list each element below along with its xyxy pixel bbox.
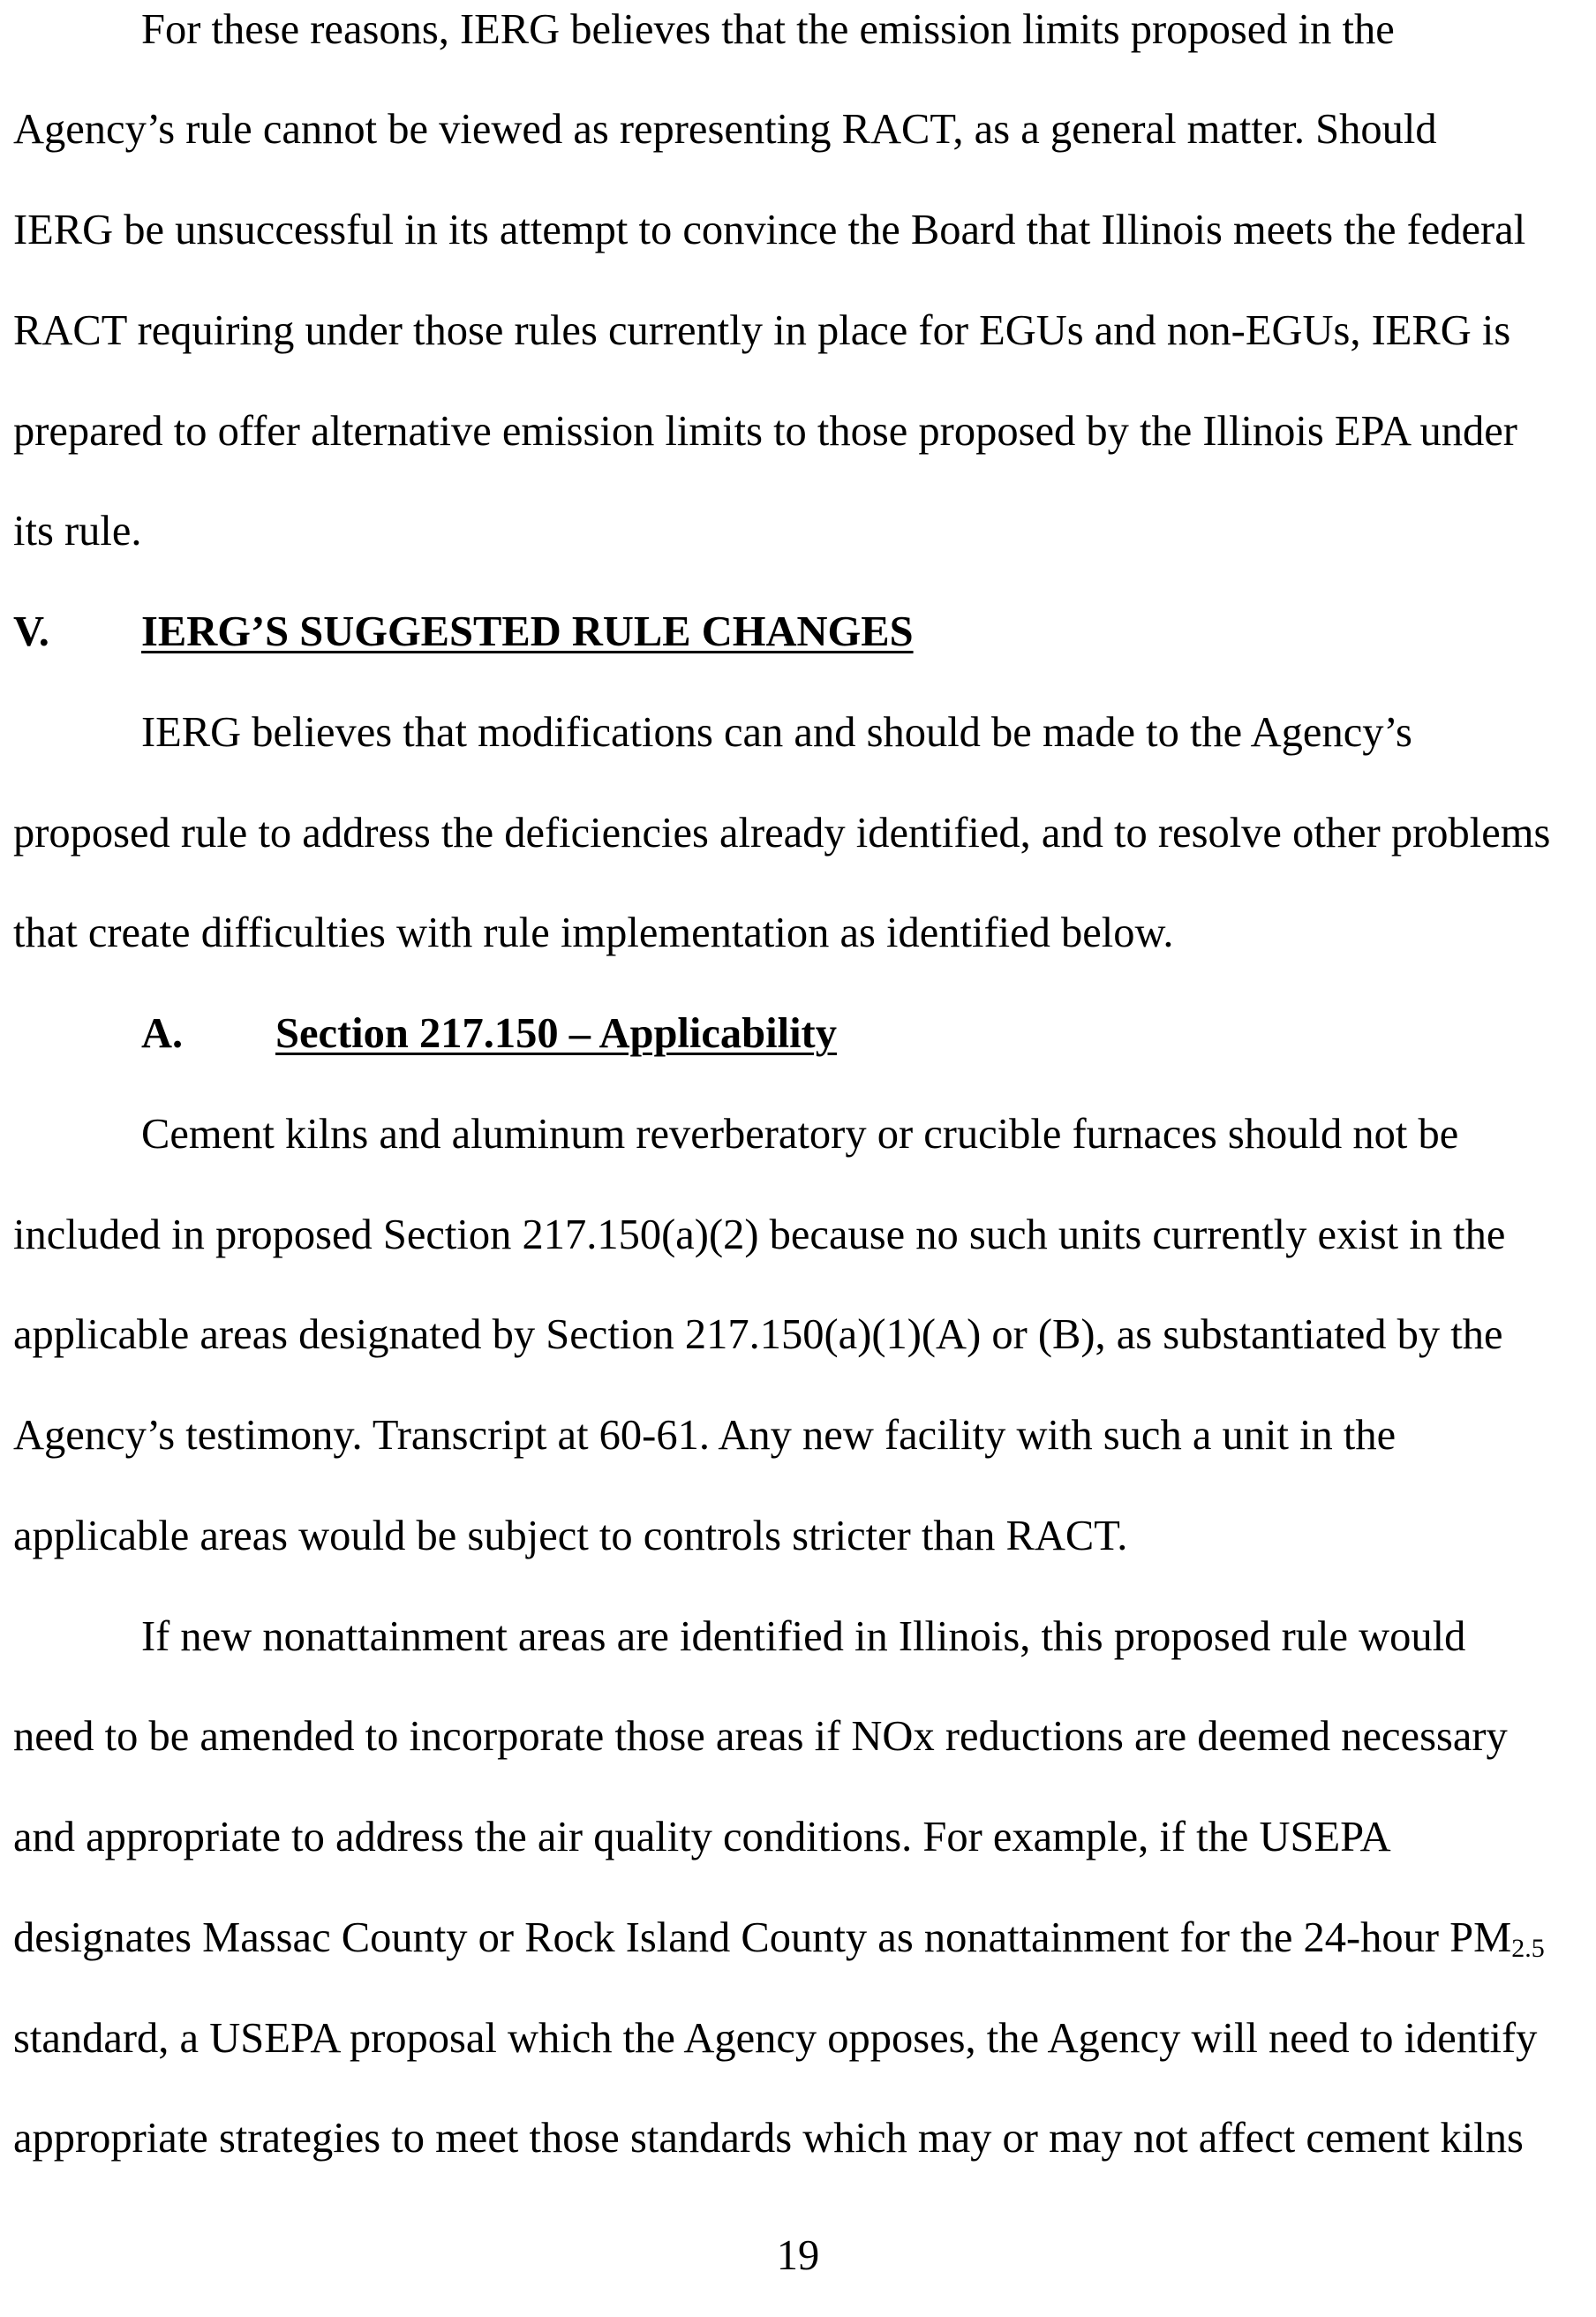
para4-line-3: and appropriate to address the air quality conditions. For example, if the USEPA [13,1814,1391,1860]
para4-line-4 [13,1912,1545,1965]
page-number: 19 [776,2232,820,2279]
para2-line-2: proposed rule to address the deficiencies already identified, and to resolve other problems [13,810,1551,857]
para1-line-6: its rule. [13,508,142,555]
para2-line-1: IERG believes that modifications can and should be made to the Agency’s [141,709,1412,756]
section-a-number: A. [141,1010,184,1057]
section-a-title: Section 217.150 – Applicability [275,1010,837,1057]
section-v-number: V. [13,608,49,655]
para1-line-2: Agency’s rule cannot be viewed as representing RACT, as a general matter. Should [13,106,1437,153]
para1-line-5: prepared to offer alternative emission limits to those proposed by the Illinois EPA under [13,408,1517,455]
pm-subscript: 2.5 [1511,1934,1545,1963]
para4-line-5: standard, a USEPA proposal which the Agency opposes, the Agency will need to identify [13,2015,1538,2062]
para1-line-3: IERG be unsuccessful in its attempt to convince the Board that Illinois meets the federal [13,207,1526,253]
para3-line-4: Agency’s testimony. Transcript at 60-61. Any new facility with such a unit in the [13,1412,1396,1459]
section-v-heading [13,606,914,659]
section-v-title: IERG’S SUGGESTED RULE CHANGES [141,608,914,655]
para4-line-2: need to be amended to incorporate those areas if NOx reductions are deemed necessary [13,1713,1508,1760]
para1-line-1: For these reasons, IERG believes that the emission limits proposed in the [141,6,1395,53]
para1-line-4: RACT requiring under those rules currently in place for EGUs and non-EGUs, IERG is [13,307,1511,354]
para3-line-3: applicable areas designated by Section 217.150(a)(1)(A) or (B), as substantiated by the [13,1311,1503,1358]
para4-line-6: appropriate strategies to meet those standards which may or may not affect cement kilns [13,2115,1524,2162]
para3-line-2: included in proposed Section 217.150(a)(2) because no such units currently exist in the [13,1211,1506,1258]
para3-line-5: applicable areas would be subject to controls stricter than RACT. [13,1513,1128,1559]
para2-line-3: that create difficulties with rule implementation as identified below. [13,909,1174,956]
para4-line-1: If new nonattainment areas are identified in Illinois, this proposed rule would [141,1613,1466,1660]
para3-line-1: Cement kilns and aluminum reverberatory or crucible furnaces should not be [141,1111,1459,1158]
section-a-heading [141,1008,837,1060]
para4-line-4-text: designates Massac County or Rock Island County as nonattainment for the 24-hour PM [13,1914,1512,1961]
